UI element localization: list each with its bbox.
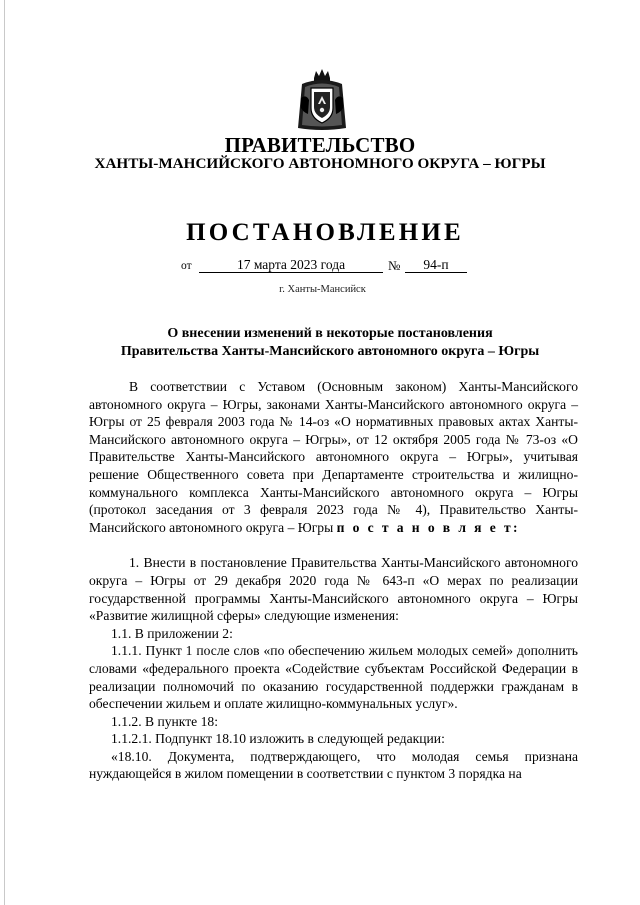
- item-1-1-2-1: 1.1.2.1. Подпункт 18.10 изложить в следующей редакции:: [111, 731, 445, 747]
- decree-word: п о с т а н о в л я е т:: [336, 519, 520, 535]
- item-1: 1. Внести в постановление Правительства Ханты-Мансийского автономного округа – Югры от 29 декабря 2020 года № 643-п «О мерах по реализации государственной программы Ханты-Мансийского автономного округа – Югры «Развитие жилищной сферы» следующие изменения:: [89, 555, 578, 624]
- document-title: [60, 325, 600, 361]
- date-label: от: [181, 260, 192, 272]
- document-date: 17 марта 2023 года: [236, 257, 346, 272]
- item-1-1-2: 1.1.2. В пункте 18:: [111, 713, 218, 729]
- document-body: [89, 378, 578, 783]
- coat-of-arms-emblem-icon: [296, 68, 348, 132]
- number-underline: [405, 272, 467, 273]
- item-18-10: «18.10. Документа, подтверждающего, что молодая семья признана нуждающейся в жилом помещении в соответствии с пунктом 3 порядка на: [89, 748, 578, 782]
- preamble-paragraph: [89, 378, 578, 536]
- item-1-1: 1.1. В приложении 2:: [111, 625, 233, 641]
- date-underline: [199, 272, 383, 273]
- city-name: г. Ханты-Мансийск: [279, 284, 366, 295]
- title-line-1: О внесении изменений в некоторые постановления: [167, 326, 493, 341]
- number-label: №: [388, 258, 401, 273]
- document-type-heading: ПОСТАНОВЛЕНИЕ: [186, 219, 464, 246]
- document-number: 94-п: [423, 257, 449, 272]
- item-1-1-1: 1.1.1. Пункт 1 после слов «по обеспечению жильем молодых семей» дополнить словами «федерального проекта «Содействие субъектам Российской Федерации в реализации полномочий по оказанию государственной поддержки гражданам в обеспечении жильем и оплате жилищно-коммунальных услуг».: [89, 643, 578, 712]
- title-line-2: Правительства Ханты-Мансийского автономного округа – Югры: [120, 344, 540, 359]
- government-heading: ПРАВИТЕЛЬСТВО: [224, 133, 416, 157]
- paragraph-gap: [89, 536, 578, 554]
- preamble-text: В соответствии с Уставом (Основным законом) Ханты-Мансийского автономного округа – Югры, законами Ханты-Мансийского автономного округа – Югры от 25 февраля 2003 года № 14-оз «О нормативных правовых актах Ханты-Мансийского автономного округа – Югры», от 12 октября 2005 года № 73-оз «О Правительстве Ханты-Мансийского автономного округа – Югры», учитывая решение Общественного совета при Департаменте строительства и жилищно-коммунального комплекса Ханты-Мансийского автономного округа – Югры (протокол заседания от 3 февраля 2023 года № 4), Правительство Ханты-Мансийского автономного округа – Югры: [89, 379, 578, 535]
- region-heading: ХАНТЫ-МАНСИЙСКОГО АВТОНОМНОГО ОКРУГА – ЮГРЫ: [94, 155, 546, 172]
